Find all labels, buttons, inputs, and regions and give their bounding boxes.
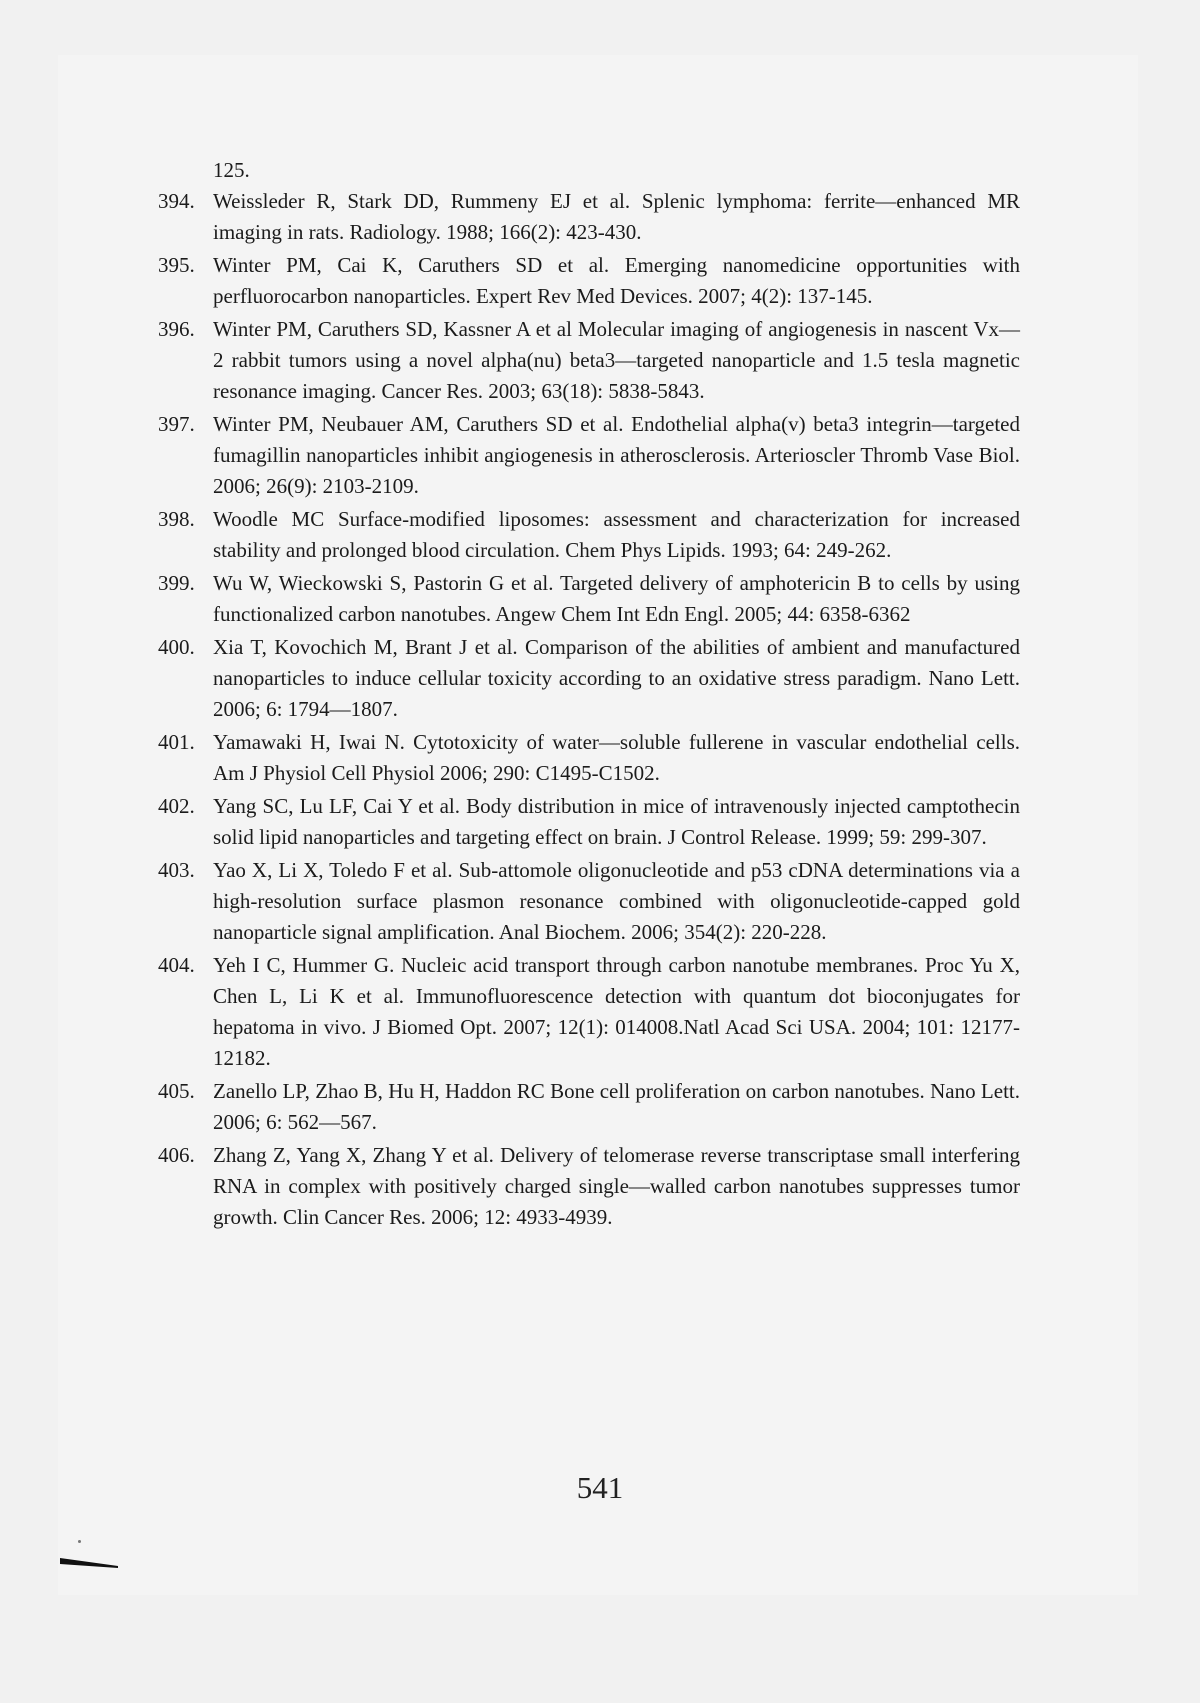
reference-item (158, 504, 1020, 566)
reference-text: Xia T, Kovochich M, Brant J et al. Comparison of the abilities of ambient and manufactured nanoparticles to induce cellular toxicity according to an oxidative stress paradigm. Nano Lett. 2006; 6: 1794—1807. (213, 635, 1020, 721)
reference-item (158, 950, 1020, 1074)
reference-number: 406. (158, 1143, 195, 1167)
previous-reference-continuation: 125. (213, 158, 250, 182)
reference-text: Yao X, Li X, Toledo F et al. Sub-attomole oligonucleotide and p53 cDNA determinations via a high-resolution surface plasmon resonance combined with oligonucleotide-capped gold nanoparticle signal amplification. Anal Biochem. 2006; 354(2): 220-228. (213, 858, 1020, 944)
reference-text: Winter PM, Neubauer AM, Caruthers SD et al. Endothelial alpha(v) beta3 integrin—targeted fumagillin nanoparticles inhibit angiogenesis in atherosclerosis. Arterioscler Thromb Vase Biol. 2006; 26(9): 2103-2109. (213, 412, 1020, 498)
page-number: 541 (576, 1470, 624, 1505)
reference-text: Yamawaki H, Iwai N. Cytotoxicity of water—soluble fullerene in vascular endothelial cells. Am J Physiol Cell Physiol 2006; 290: C1495-C1502. (213, 730, 1020, 785)
reference-text: Zhang Z, Yang X, Zhang Y et al. Delivery of telomerase reverse transcriptase small interfering RNA in complex with positively charged single—walled carbon nanotubes suppresses tumor growth. Clin Cancer Res. 2006; 12: 4933-4939. (213, 1143, 1020, 1229)
reference-text: Woodle MC Surface-modified liposomes: assessment and characterization for increased stability and prolonged blood circulation. Chem Phys Lipids. 1993; 64: 249-262. (213, 507, 1020, 562)
reference-item (158, 855, 1020, 948)
reference-text: Yeh I C, Hummer G. Nucleic acid transport through carbon nanotube membranes. Proc Yu X, Chen L, Li K et al. Immunofluorescence detection with quantum dot bioconjugates for hepatoma in vivo. J Biomed Opt. 2007; 12(1): 014008.Natl Acad Sci USA. 2004; 101: 12177-12182. (213, 953, 1020, 1070)
reference-text: Winter PM, Cai K, Caruthers SD et al. Emerging nanomedicine opportunities with perfluorocarbon nanoparticles. Expert Rev Med Devices. 2007; 4(2): 137-145. (213, 253, 1020, 308)
reference-text: Weissleder R, Stark DD, Rummeny EJ et al. Splenic lymphoma: ferrite—enhanced MR imaging in rats. Radiology. 1988; 166(2): 423-430. (213, 189, 1020, 244)
reference-number: 404. (158, 953, 195, 977)
reference-text: Zanello LP, Zhao B, Hu H, Haddon RC Bone cell proliferation on carbon nanotubes. Nano Lett. 2006; 6: 562—567. (213, 1079, 1020, 1134)
reference-item (158, 1140, 1020, 1233)
reference-item (158, 250, 1020, 312)
reference-item (158, 568, 1020, 630)
reference-item (158, 409, 1020, 502)
reference-list (158, 186, 1020, 1233)
corner-scan-mark (60, 1555, 118, 1569)
reference-item (158, 314, 1020, 407)
reference-number: 396. (158, 317, 195, 341)
reference-number: 399. (158, 571, 195, 595)
reference-section (158, 155, 1020, 1235)
reference-text: Winter PM, Caruthers SD, Kassner A et al Molecular imaging of angiogenesis in nascent Vx—2 rabbit tumors using a novel alpha(nu) beta3—targeted nanoparticle and 1.5 tesla magnetic resonance imaging. Cancer Res. 2003; 63(18): 5838-5843. (213, 317, 1020, 403)
reference-item (158, 791, 1020, 853)
reference-number: 397. (158, 412, 195, 436)
scan-speck (78, 1540, 81, 1543)
reference-item (158, 727, 1020, 789)
reference-item (158, 1076, 1020, 1138)
reference-number: 395. (158, 253, 195, 277)
reference-number: 398. (158, 507, 195, 531)
reference-number: 401. (158, 730, 195, 754)
reference-number: 400. (158, 635, 195, 659)
reference-item (158, 632, 1020, 725)
reference-number: 403. (158, 858, 195, 882)
reference-text: Yang SC, Lu LF, Cai Y et al. Body distribution in mice of intravenously injected camptothecin solid lipid nanoparticles and targeting effect on brain. J Control Release. 1999; 59: 299-307. (213, 794, 1020, 849)
reference-item (158, 186, 1020, 248)
reference-number: 405. (158, 1079, 195, 1103)
reference-number: 394. (158, 189, 195, 213)
reference-text: Wu W, Wieckowski S, Pastorin G et al. Targeted delivery of amphotericin B to cells by using functionalized carbon nanotubes. Angew Chem Int Edn Engl. 2005; 44: 6358-6362 (213, 571, 1020, 626)
reference-number: 402. (158, 794, 195, 818)
